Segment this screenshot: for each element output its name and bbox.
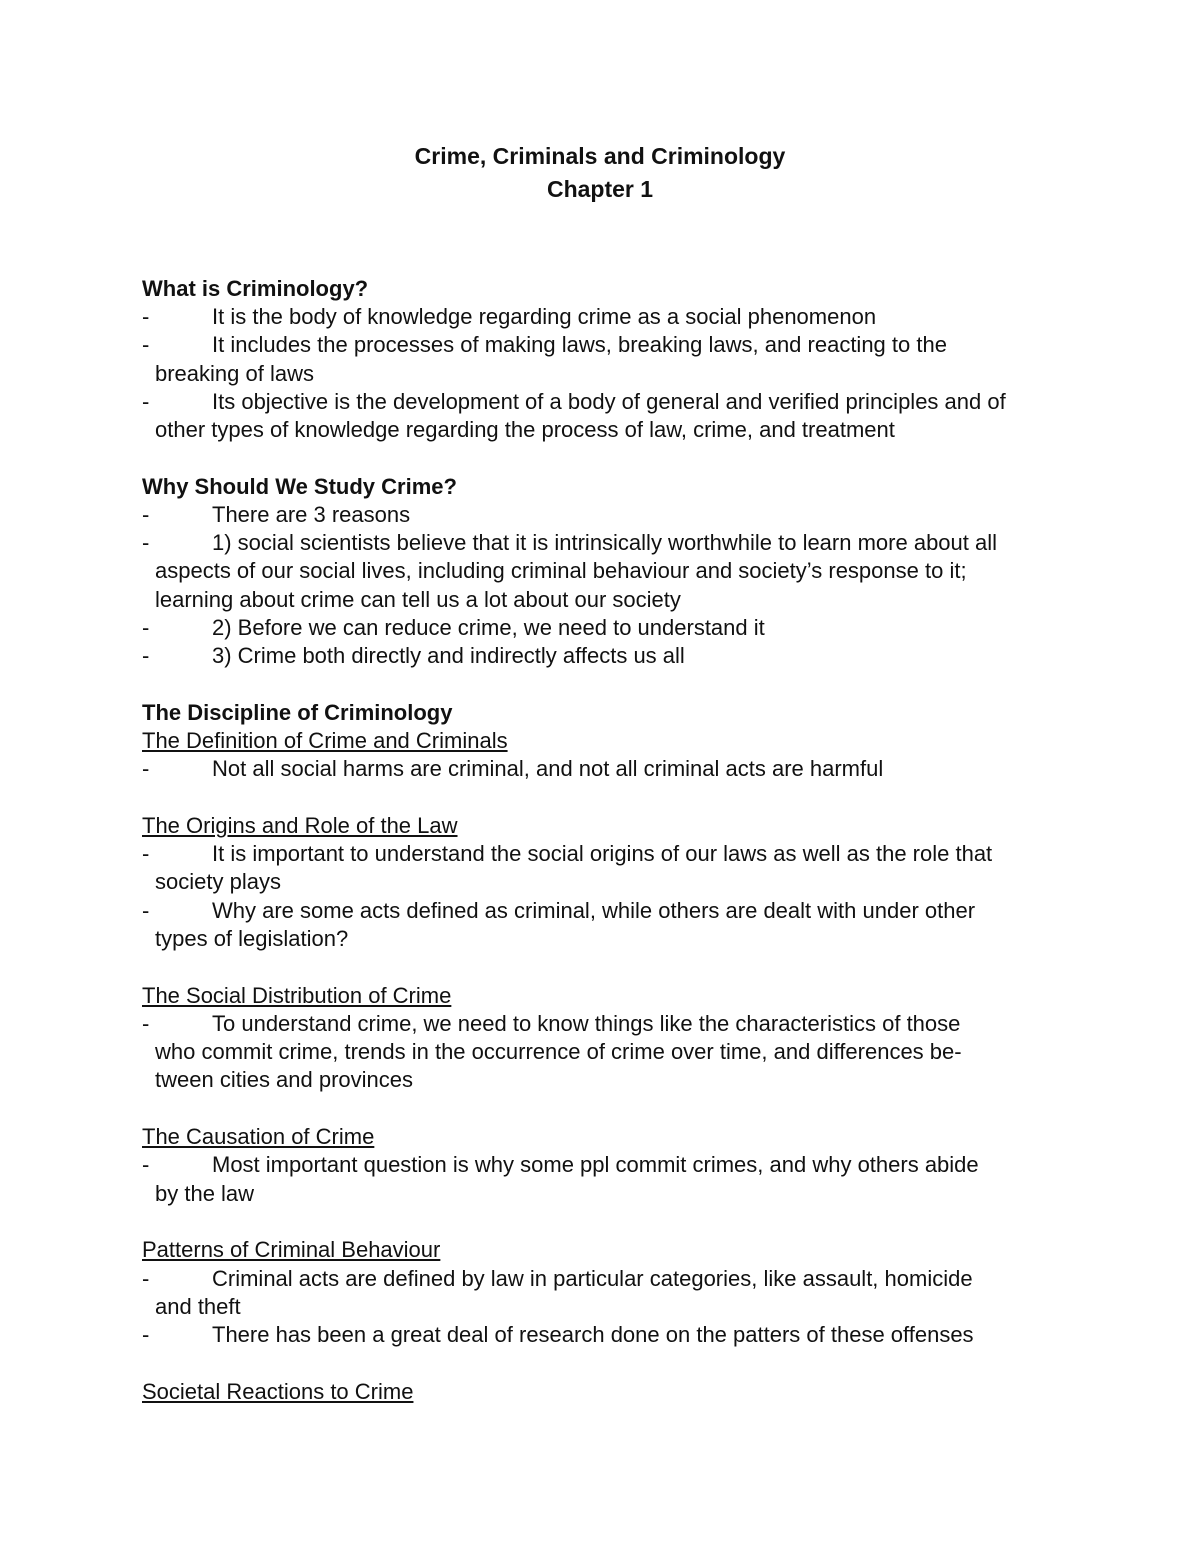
bullet-text-line: Criminal acts are defined by law in particular categories, like assault, homicide (212, 1265, 973, 1291)
subsection-heading: The Social Distribution of Crime (142, 982, 452, 1008)
spacer (142, 444, 1082, 473)
bullet-text-line: It includes the processes of making laws, breaking laws, and reacting to the (212, 332, 947, 358)
bullet-item (142, 331, 1082, 387)
bullet-text-line: Most important question is why some ppl commit crimes, and why others abide (212, 1152, 979, 1178)
dash-bullet-icon: - (142, 841, 150, 867)
bullet-text-line: by the law (155, 1180, 255, 1206)
dash-bullet-icon: - (142, 897, 150, 923)
spacer (142, 670, 1082, 699)
dash-bullet-icon: - (142, 502, 150, 527)
spacer (142, 1208, 1082, 1237)
bullet-item (142, 642, 1082, 670)
section-heading: The Discipline of Criminology (142, 699, 453, 725)
bullet-item (142, 755, 1082, 783)
bullet-text-line: Why are some acts defined as criminal, while others are dealt with under other (212, 897, 976, 923)
document-title: Crime, Criminals and Criminology (414, 143, 786, 169)
spacer (142, 953, 1082, 982)
dash-bullet-icon: - (142, 304, 150, 330)
bullet-item (142, 501, 1082, 529)
bullet-text-line: types of legislation? (155, 925, 349, 951)
dash-bullet-icon: - (142, 1152, 150, 1178)
dash-bullet-icon: - (142, 614, 150, 640)
bullet-text-line: learning about crime can tell us a lot about our society (155, 586, 681, 612)
subsection-heading: The Origins and Role of the Law (142, 813, 458, 839)
section-heading: Why Should We Study Crime? (142, 473, 457, 499)
dash-bullet-icon: - (142, 388, 150, 414)
bullet-item (142, 529, 1082, 614)
bullet-text-line: society plays (155, 869, 281, 895)
chapter-title: Chapter 1 (546, 176, 654, 202)
bullet-text-line: It is the body of knowledge regarding crime as a social phenomenon (212, 304, 877, 330)
bullet-item (142, 614, 1082, 642)
dash-bullet-icon: - (142, 756, 150, 782)
bullet-text-line: There are 3 reasons (212, 502, 411, 527)
bullet-item (142, 1010, 1082, 1095)
dash-bullet-icon: - (142, 530, 150, 556)
bullet-text-line: who commit crime, trends in the occurrence of crime over time, and differences be- (155, 1039, 962, 1065)
dash-bullet-icon: - (142, 1321, 150, 1347)
spacer (142, 1349, 1082, 1378)
bullet-text-line: Its objective is the development of a body of general and verified principles and of (212, 388, 1006, 414)
bullet-text-line: It is important to understand the social origins of our laws as well as the role that (212, 841, 993, 867)
bullet-text-line: 1) social scientists believe that it is intrinsically worthwhile to learn more about all (212, 530, 998, 556)
bullet-text-line: other types of knowledge regarding the process of law, crime, and treatment (155, 416, 895, 442)
bullet-text-line: breaking of laws (155, 360, 314, 386)
bullet-text-line: aspects of our social lives, including criminal behaviour and society’s response to it; (155, 558, 967, 584)
subsection-heading: The Definition of Crime and Criminals (142, 728, 508, 753)
subsection-heading: The Causation of Crime (142, 1124, 375, 1150)
spacer (142, 783, 1082, 812)
dash-bullet-icon: - (142, 332, 150, 358)
bullet-text-line: There has been a great deal of research done on the patters of these offenses (212, 1321, 974, 1347)
bullet-text-line: tween cities and provinces (155, 1067, 414, 1093)
bullet-item (142, 840, 1082, 896)
bullet-item (142, 1151, 1082, 1207)
bullet-text-line: and theft (155, 1293, 241, 1319)
bullet-text-line: 2) Before we can reduce crime, we need to understand it (212, 614, 765, 640)
bullet-item (142, 303, 1082, 331)
subsection-heading: Societal Reactions to Crime (142, 1378, 414, 1404)
bullet-item (142, 1265, 1082, 1321)
section-heading: What is Criminology? (142, 276, 369, 301)
subsection-heading: Patterns of Criminal Behaviour (142, 1237, 441, 1263)
bullet-item (142, 897, 1082, 953)
bullet-text-line: To understand crime, we need to know things like the characteristics of those (212, 1010, 961, 1036)
bullet-item (142, 388, 1082, 444)
bullet-text-line: Not all social harms are criminal, and not all criminal acts are harmful (212, 756, 884, 782)
dash-bullet-icon: - (142, 1265, 150, 1291)
spacer (142, 1094, 1082, 1123)
document-body (142, 275, 1082, 1406)
bullet-item (142, 1321, 1082, 1349)
dash-bullet-icon: - (142, 1010, 150, 1036)
dash-bullet-icon: - (142, 642, 150, 668)
bullet-text-line: 3) Crime both directly and indirectly affects us all (212, 642, 685, 668)
